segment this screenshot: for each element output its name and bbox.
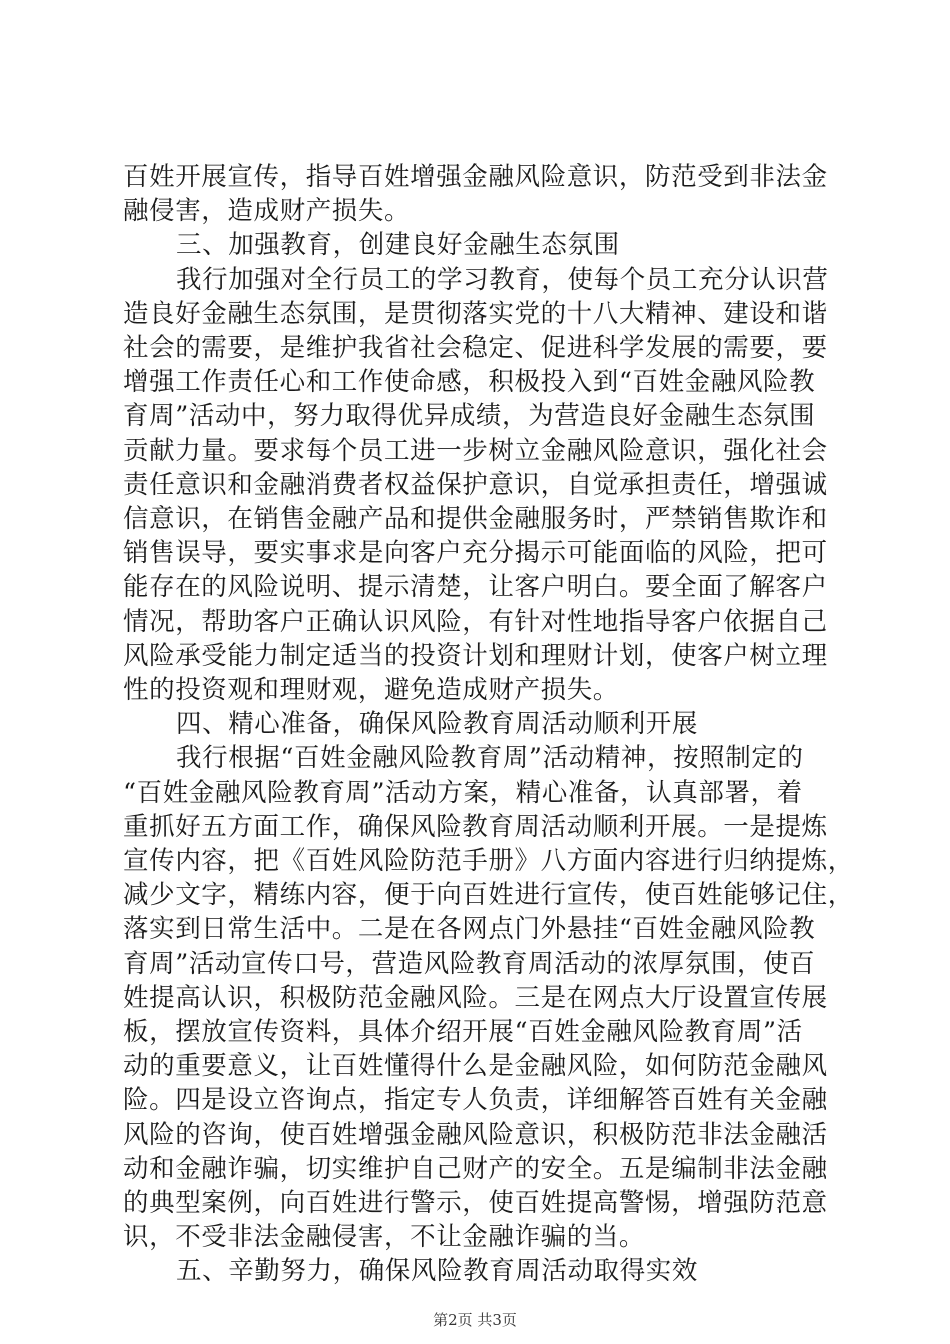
section-heading-5: 五、辛勤努力，确保风险教育周活动取得实效 (176, 1256, 699, 1287)
body-text-line: 险。四是设立咨询点，指定专人负责，详细解答百姓有关金融 (123, 1085, 828, 1116)
body-text-line: 能存在的风险说明、提示清楚，让客户明白。要全面了解客户 (123, 572, 828, 603)
body-text-line: 育周”活动中，努力取得优异成绩，为营造良好金融生态氛围 (123, 401, 816, 432)
body-text-line: 姓提高认识，积极防范金融风险。三是在网点大厅设置宣传展 (123, 982, 828, 1013)
body-text-line: 情况，帮助客户正确认识风险，有针对性地指导客户依据自己 (123, 606, 828, 637)
body-text-line: 减少文字，精练内容，便于向百姓进行宣传，使百姓能够记住， (123, 880, 854, 911)
body-text-line: 我行加强对全行员工的学习教育，使每个员工充分认识营 (176, 264, 829, 295)
body-text-line: 风险的咨询，使百姓增强金融风险意识，积极防范非法金融活 (123, 1119, 828, 1150)
body-text-line: 的典型案例，向百姓进行警示，使百姓提高警惕，增强防范意 (123, 1188, 828, 1218)
body-text-line: 信意识，在销售金融产品和提供金融服务时，严禁销售欺诈和 (123, 504, 828, 534)
body-text-line: 增强工作责任心和工作使命感，积极投入到“百姓金融风险教 (123, 367, 816, 398)
body-text-line: 板，摆放宣传资料，具体介绍开展“百姓金融风险教育周”活 (123, 1017, 803, 1047)
body-text-line: 动的重要意义，让百姓懂得什么是金融风险，如何防范金融风 (123, 1051, 828, 1082)
body-text-line: 造良好金融生态氛围，是贯彻落实党的十八大精神、建设和谐 (123, 298, 828, 329)
body-text-line: 百姓开展宣传，指导百姓增强金融风险意识，防范受到非法金 (123, 162, 828, 192)
body-text-line: 宣传内容，把《百姓风险防范手册》八方面内容进行归纳提炼， (123, 846, 854, 876)
body-text-line: 责任意识和金融消费者权益保护意识，自觉承担责任，增强诚 (123, 469, 828, 500)
body-text-line: 融侵害，造成财产损失。 (123, 196, 411, 227)
body-text-line: 风险承受能力制定适当的投资计划和理财计划，使客户树立理 (123, 640, 828, 671)
section-heading-3: 三、加强教育，创建良好金融生态氛围 (176, 230, 620, 261)
body-text-line: 贡献力量。要求每个员工进一步树立金融风险意识，强化社会 (123, 435, 828, 466)
body-text-line: 社会的需要，是维护我省社会稳定、促进科学发展的需要，要 (123, 333, 828, 363)
body-text-line: 重抓好五方面工作，确保风险教育周活动顺利开展。一是提炼 (123, 811, 828, 842)
body-text-line: 销售误导，要实事求是向客户充分揭示可能面临的风险，把可 (123, 538, 828, 569)
body-text-line: “百姓金融风险教育周”活动方案，精心准备，认真部署，着 (123, 777, 803, 808)
body-text-line: 落实到日常生活中。二是在各网点门外悬挂“百姓金融风险教 (123, 914, 816, 945)
body-text-line: 动和金融诈骗，切实维护自己财产的安全。五是编制非法金融 (123, 1153, 828, 1184)
body-text-line: 育周”活动宣传口号，营造风险教育周活动的浓厚氛围，使百 (123, 948, 816, 979)
body-text-line: 识，不受非法金融侵害，不让金融诈骗的当。 (123, 1222, 646, 1253)
page-footer: 第2页 共3页 (433, 1310, 517, 1329)
body-text-line: 性的投资观和理财观，避免造成财产损失。 (123, 675, 619, 705)
section-heading-4: 四、精心准备，确保风险教育周活动顺利开展 (176, 709, 699, 740)
body-text-line: 我行根据“百姓金融风险教育周”活动精神，按照制定的 (176, 743, 804, 774)
